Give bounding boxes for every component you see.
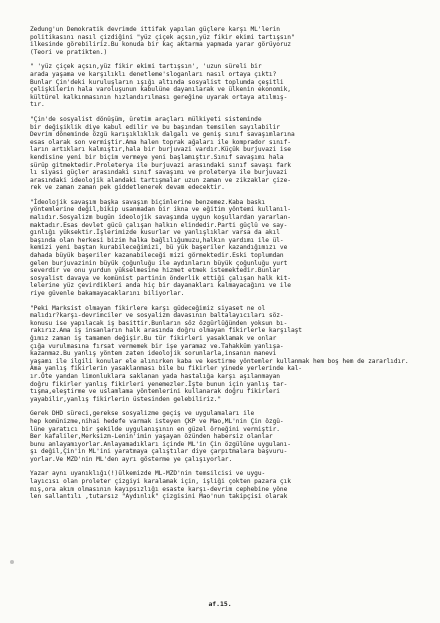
paragraph-intro: Zedung'un Demokratik devrimde ittifak yapılan güçlere karşı ML'lerin politikasını nasıl çizdiğini "yüz çiçek açsın,yüz fikir ekimi tartışsın" ilkesinde görebiliriz.Bu konuda bir kaç aktarma yapmada yarar görüyoruz (Teori ve pratikten.) — [30, 26, 295, 56]
paragraph-dhd-process: Gerek DHD süreci,gerekse sosyalizme geçiş ve uygulamaları ile hep komünizme,nihai hedefe varmak isteyen ÇKP ve Mao,ML'nin Çin özgü- lüne yaratıcı bir şekilde uygulanışının en güzel örneğini vermiştir. Ber kafaliler,Merksizm-Lenin'imin yaşayan özünden habersiz olanlar bunu anlayamıyorlar.Anlayamadıkları içinde ML'in Çin özgülüne uygulanı- şı değil,Çin'in ML'ini yaratmaya çalıştılar diye çarpıtmalara başvuru- yorlar.Ve MZD'nin ML'den ayrı gösterme ye çalışıyorlar. — [30, 410, 291, 463]
paragraph-quote-ideological-struggle: "İdeolojik savaşım başka savaşım biçimlerine benzemez.Kaba baskı yöntemlerine değil,bikip usanmadan bir ikna ve eğitim yöntemi kullanıl- malıdır.Sosyalizm bugün ideolojik savaşımda uygun koşullardan yararlan- maktadır.Esas devlet gücü çalışan halkın elindedir.Parti güçlü ve say- gınlığı yüksektir.İşlerimizde kusurlar ve yanlışlıklar varsa da akıl başında olan herkesi bizim halka bağlılığumuzu,halkın yardımı ile ül- kemizi yeni baştan kurabileceğimizi, bü yük başeriler kazandığımızı ve dahada büyük başeriler kazanabileceği mizi görmektedir.Eski toplumdan gelen burjuvazinin büyük çoğunluğu ile aydınların büyük çoğunluğu yurt severdir ve onu yurdun yükselmesine hizmet etmek istemektedir.Bunlar sosyalist davaya ve komünist partinin önderlik ettiği çalışan halk kit- lelerine yüz çevirdikleri anda hiç bir dayanakları kalmayacağını ve ile riye güvenle bakamayacaklarını biliyorlar. — [30, 198, 291, 297]
paragraph-quote-socialist-transformation: "Çin'de sosyalist dönüşüm, üretim araçları mülkiyeti sisteminde bir değişiklik diye kabul edilir ve bu başından temsilen sayılabilir Devrim döneminde özgü karışıklıklık dalgalı ve geniş sınıf savaşımlarına esas olarak son vermiştir.Ama halen toprak ağaları ile komprador sınıf- ların artıkları kalmıştır,hala bir burjuvazi vardır.Küçük burjuvazi ise kendisine yeni bir biçim vermeye yeni başlamıştır.Sınıf savaşımı hala sürüp gitmektedir.Proleterya ile burjuvazi arasındaki sınıf savaşı fark lı siyasi güçler arasındaki sınıf savaşımı ve proleterya ile burjuvazi arasındaki ideolojik alandaki tartışmalar uzun zaman ve zikzaklar çize- rek ve zaman zaman pek giddetlenerek devam edecektir. — [30, 115, 295, 192]
page-number: af.15. — [208, 600, 232, 608]
paragraph-author-vigilance: Yazar aynı uyanıklığı(!)ülkemizde ML-MZD'nin temsilcisi ve uygu- layıcısı olan proleter çizgiyi karalamak için, işliği çokten pazara çık mış,ora akım olmasının kayıpsızlığı esaste karşı-devrim cephebine yöne len sallantılı ,tutarsız "Aydınlık" çizgisini Mao'nun takipçisi olarak — [30, 470, 291, 501]
document-body — [30, 26, 422, 508]
paragraph-quote-non-marxist-ideas: "Peki Marksist olmayan fikirlere karşı güdeceğimiz siyaset ne ol malıdır?karşı-devrimciler ve sosyalizm davasının baltalayıcıları söz- konusu ise yapılacak iş basittir.Bunların söz özgürlüğünden yoksun bı- rakırız.Ama iş insanların halk arasında doğru olmayan fikirlerle karşılaşt ğımız zaman iş tamamen değişir.Bu tür fikirleri yasaklamak ve onlar çığa vurulmasına fırsat vermemek bir işe yaramaz ve.Tahakküm yanlışa- kazanmaz.Bu yanlış yöntem zaten ideolojik sorunlarla,insanın manevi yaşamı ile ilgili konular ele alınırken kaba ve kestirme yöntemler kullanmak hem boş hem de zararlıdır. Ama yanlış fikirlerin yasaklanması bile bu fikirler yinede yerlerinde kal- ır.Öte yandan limonluklara saklanan yada hastalığa karşı aşılanmayan doğru fikirler yanlış fikirleri yenemezler.İşte bunun için yanlış tar- tışma,eleştirme ve uslamlama yöntemlerini kullanarak doğru fikirleri yayabilir,yanlış fikirlerin üstesinden gelebiliriz." — [30, 304, 409, 403]
paragraph-quote-slogans: " 'yüz çiçek açsın,yüz fikir ekimi tartışsın', 'uzun süreli bir arada yaşama ve karşılıklı denetleme'sloganları nasıl ortaya çıktı? Bunlar Çin'deki kuruluşların ışığı altında sosyalist toplumda çeşitli çelişkilerin hala varoluşunun kabulüne dayanılarak ve ülkenin ekonomik, kültürel kalkınmasının hızlandırılması gereğine uyarak ortaya atılmış- tır. — [30, 63, 291, 109]
margin-dot-mark — [10, 560, 14, 564]
